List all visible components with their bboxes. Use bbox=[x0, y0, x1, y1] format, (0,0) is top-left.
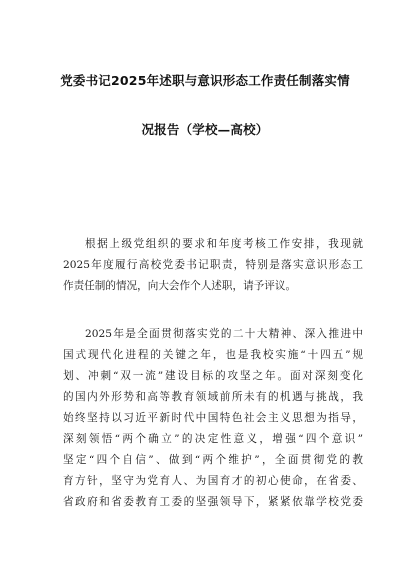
paragraph-line: 2025年度履行高校党委书记职责，特别是落实意识形态工 bbox=[63, 259, 363, 271]
paragraph-line: 深刻领悟“两个确立”的决定性意义，增强“四个意识” bbox=[63, 433, 363, 445]
paragraph-line: 根据上级党组织的要求和年度考核工作安排，我现就 bbox=[85, 238, 363, 250]
paragraph-1 bbox=[63, 234, 363, 297]
paragraph-2 bbox=[63, 324, 363, 513]
paragraph-line: 划、冲刺“双一流”建设目标的攻坚之年。面对深刻变化 bbox=[63, 370, 363, 382]
paragraph-line: 始终坚持以习近平新时代中国特色社会主义思想为指导， bbox=[63, 412, 363, 424]
paragraph-line: 育方针，坚守为党育人、为国育才的初心使命，在省委、 bbox=[63, 475, 363, 487]
paragraph-line: 作责任制的情况，向大会作个人述职，请予评议。 bbox=[63, 280, 297, 292]
paragraph-line: 2025年是全面贯彻落实党的二十大精神、深入推进中 bbox=[85, 328, 363, 340]
paragraph-line: 国式现代化进程的关键之年，也是我校实施“十四五”规 bbox=[63, 349, 363, 361]
paragraph-line: 坚定“四个自信”、做到“两个维护”，全面贯彻党的教 bbox=[63, 454, 363, 466]
document-title-line-1: 党委书记2025年述职与意识形态工作责任制落实情 bbox=[60, 73, 350, 88]
document-title-line-2: 况报告（学校—高校） bbox=[141, 122, 269, 137]
paragraph-line: 省政府和省委教育工委的坚强领导下，紧紧依靠学校党委 bbox=[63, 496, 363, 508]
paragraph-line: 的国内外形势和高等教育领域前所未有的机遇与挑战，我 bbox=[63, 391, 363, 403]
